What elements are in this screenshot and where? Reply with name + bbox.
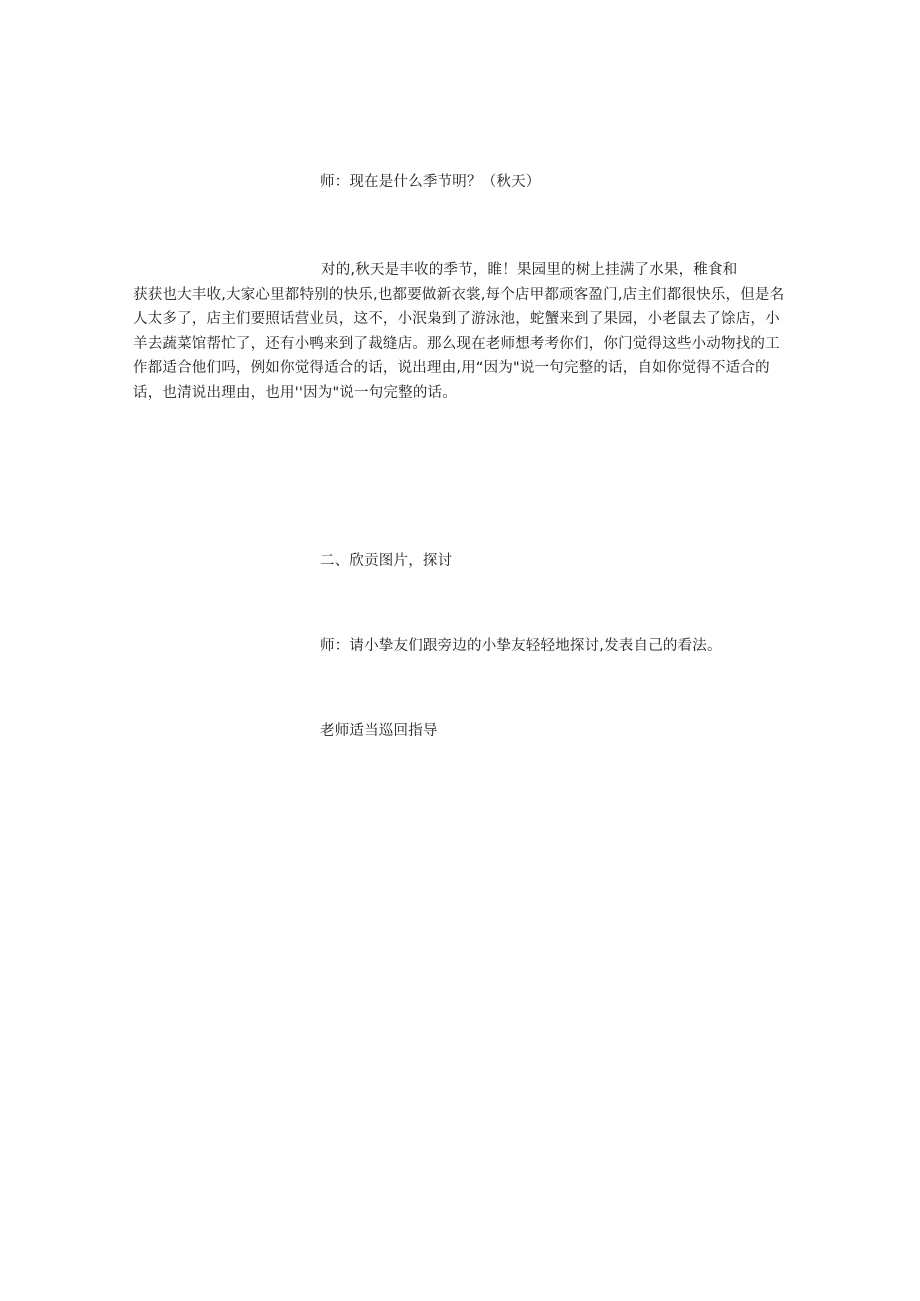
teacher-instruction: 师：请小挚友们跟旁边的小挚友轻轻地探讨,发表自己的看法。: [320, 638, 722, 654]
paragraph-line: 作都适合他们吗，例如你觉得适合的话，说出理由,用“因为"说一句完整的话，自如你觉得不适合的: [133, 360, 770, 377]
paragraph-line: 人太多了，店主们要照话营业员，这不，小泯枭到了游泳池，蛇蟹来到了果园，小老鼠去了馀店，小: [133, 311, 780, 328]
paragraph-line: 获获也大丰收,大家心里都特别的快乐,也都要做新衣裳,每个店甲都顽客盈门,店主们都很快乐，但是名: [133, 286, 785, 303]
story-paragraph: [133, 258, 783, 406]
paragraph-line: 羊去蔬菜馆帮忙了，还有小鸭来到了裁缝店。那么现在老师想考考你们，你门觉得这些小动物找的工: [133, 335, 780, 352]
teacher-question: 师：现在是什么季节明？（秋天）: [320, 174, 541, 190]
teacher-note: 老师适当巡回指导: [320, 723, 438, 739]
paragraph-line: 话，也清说出理由，也用''因为"说一句完整的话。: [133, 384, 457, 401]
section-heading: 二、欣贡图片，探讨: [320, 553, 453, 569]
paragraph-line: 对的,秋天是丰收的季节，睢！果园里的树上挂满了水果，稚食和: [321, 262, 738, 278]
